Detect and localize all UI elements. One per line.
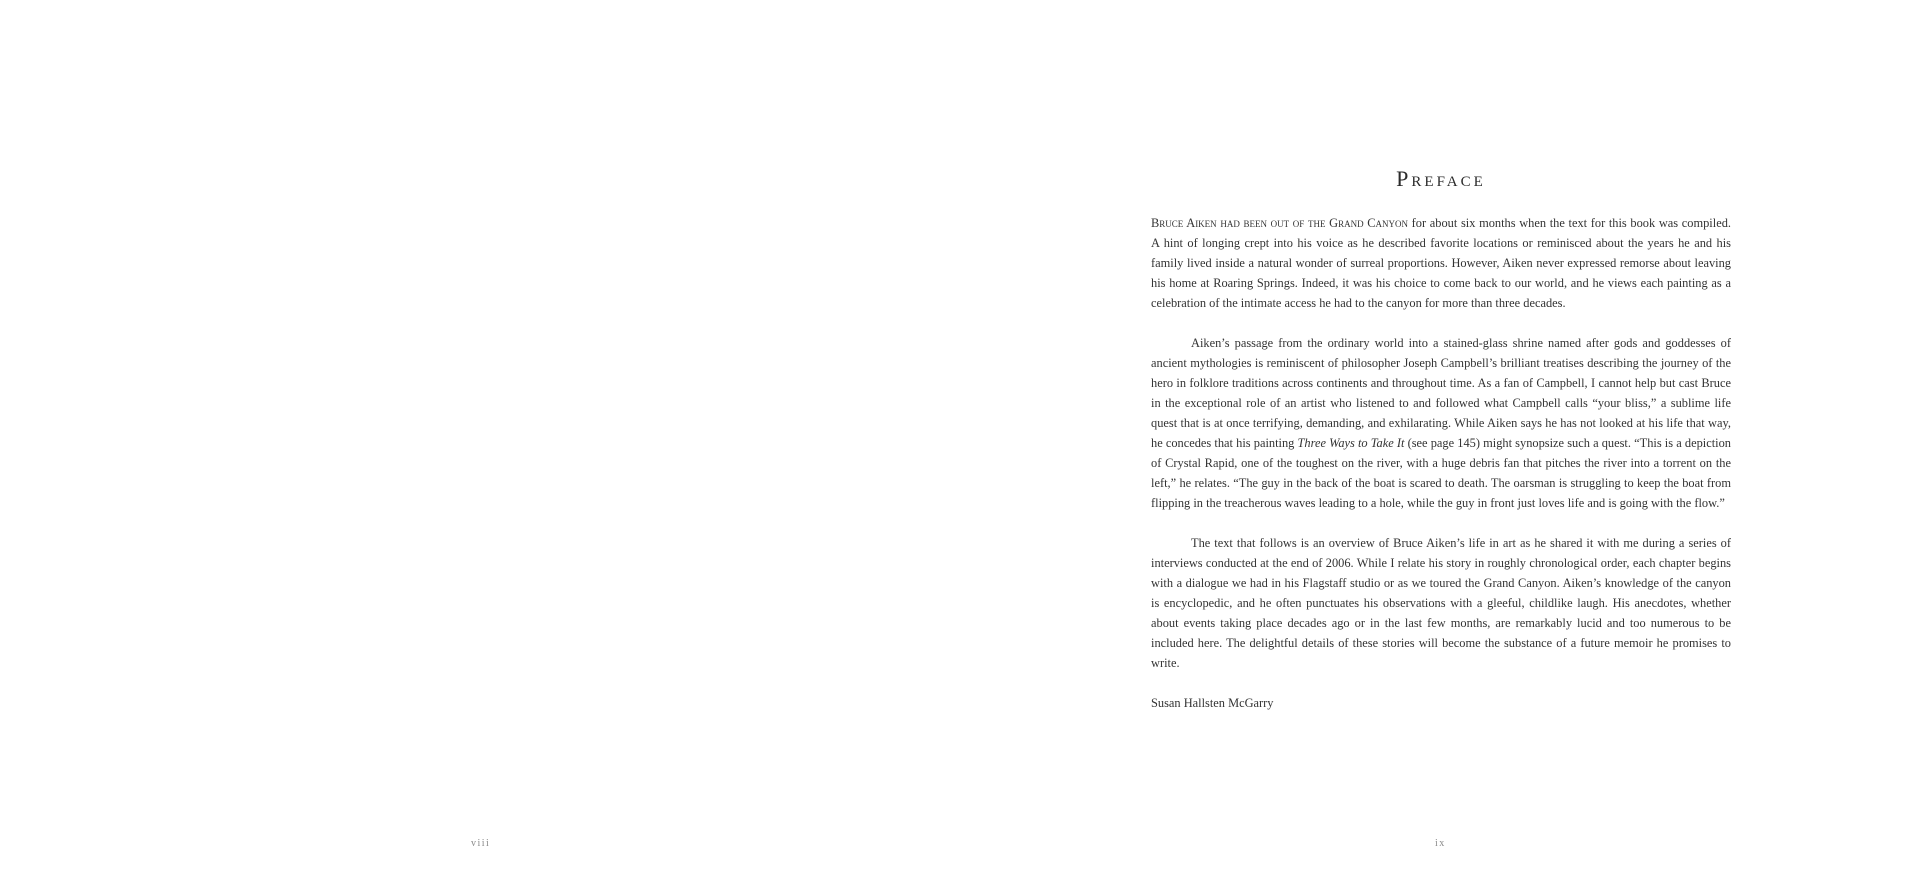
paragraph-1-text: for about six months when the text for this book was compiled. A hint of longing crept into his voice as he described favorite locations or reminisced about the years he and his family lived inside a natural wonder of surreal proportions. However, Aiken never expressed remorse about leaving his home at Roaring Springs. Indeed, it was his choice to come back to our world, and he views each painting as a celebration of the intimate access he had to the canyon for more than three decades. — [1151, 216, 1731, 310]
lead-in-small-caps: Bruce Aiken had been out of the Grand Canyon — [1151, 216, 1408, 230]
preface-body — [1151, 213, 1731, 733]
author-signature: Susan Hallsten McGarry — [1151, 696, 1274, 710]
paragraph-2 — [1151, 333, 1731, 513]
right-page-number: ix — [1435, 838, 1446, 849]
page-title: Preface — [1396, 166, 1486, 191]
paragraph-1 — [1151, 213, 1731, 313]
paragraph-2-text-b: (see page 145) might synopsize such a quest. “This is a depiction of Crystal Rapid, one of the toughest on the river, with a huge debris fan that pitches the river into a torrent on the left,” he relates. “The guy in the back of the boat is scared to death. The oarsman is struggling to keep the boat from flipping in the treacherous waves leading to a hole, while the guy in front just loves life and is going with the flow.” — [1151, 436, 1731, 510]
paragraph-2-text-a: Aiken’s passage from the ordinary world into a stained-glass shrine named after gods and goddesses of ancient mythologies is reminiscent of philosopher Joseph Campbell’s brilliant treatises describing the journey of the hero in folklore traditions across continents and throughout time. As a fan of Campbell, I cannot help but cast Bruce in the exceptional role of an artist who listened to and followed what Campbell calls “your bliss,” a sublime life quest that is at once terrifying, demanding, and exhilarating. While Aiken says he has not looked at his life that way, he concedes that his painting — [1151, 336, 1731, 450]
painting-title: Three Ways to Take It — [1297, 436, 1405, 450]
left-page-number: viii — [471, 838, 491, 849]
paragraph-3: The text that follows is an overview of Bruce Aiken’s life in art as he shared it with me during a series of interviews conducted at the end of 2006. While I relate his story in roughly chronological order, each chapter begins with a dialogue we had in his Flagstaff studio or as we toured the Grand Canyon. Aiken’s knowledge of the canyon is encyclopedic, and he often punctuates his observations with a gleeful, childlike laugh. His anecdotes, whether about events taking place decades ago or in the last few months, are remarkably lucid and too numerous to be included here. The delightful details of these stories will become the substance of a future memoir he promises to write. — [1151, 536, 1731, 670]
